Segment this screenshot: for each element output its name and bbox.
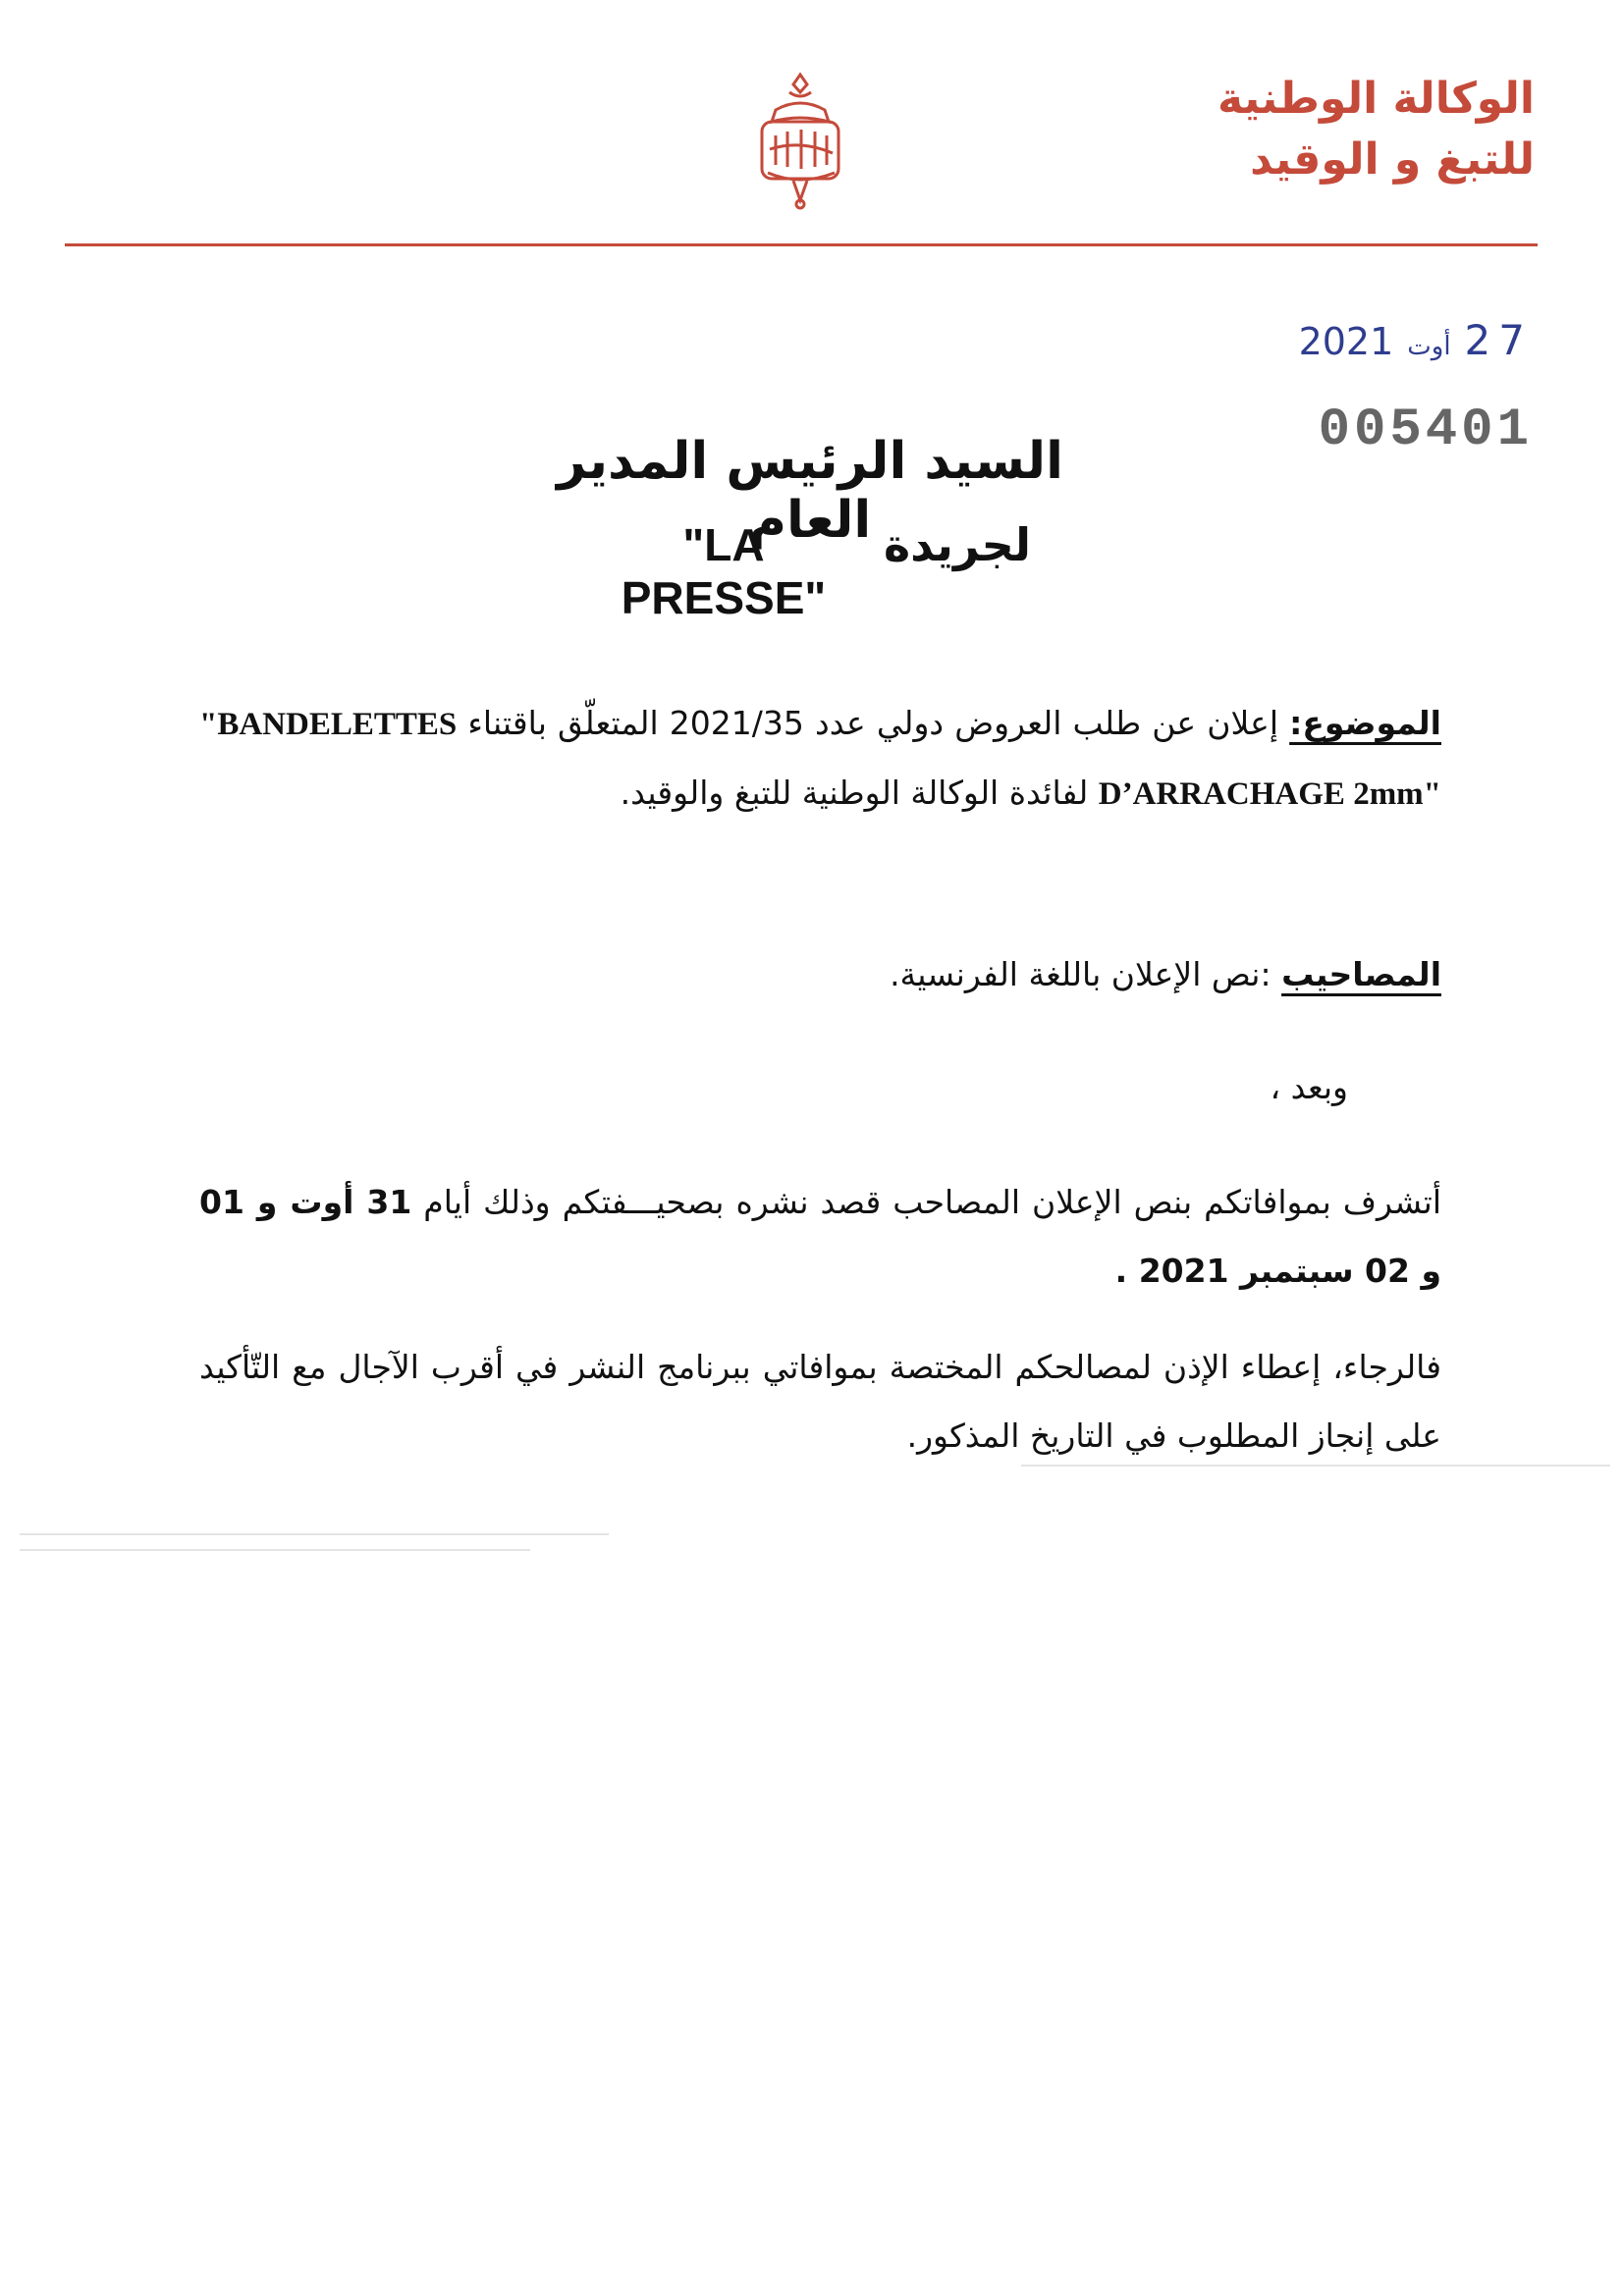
- organization-name-line1: الوكالة الوطنية: [1217, 74, 1535, 124]
- date-year: 2021: [1298, 320, 1394, 363]
- annex-paragraph: [199, 940, 1441, 1009]
- newspaper-name: "LA PRESSE": [621, 519, 827, 623]
- addressee-prefix: لجريدة: [883, 518, 1031, 571]
- body-paragraph-1: [199, 1168, 1441, 1306]
- subject-text-end: لفائدة الوكالة الوطنية للتبغ والوقيد.: [620, 774, 1099, 812]
- body-paragraph-1-text: أتشرف بموافاتكم بنص الإعلان المصاحب قصد نشره بصحيـــفتكم وذلك أيام: [411, 1183, 1442, 1221]
- reference-number: 005401: [1318, 400, 1533, 460]
- addressee-newspaper: [579, 518, 1031, 624]
- annex-text: :نص الإعلان باللغة الفرنسية.: [890, 955, 1282, 993]
- annex-label: المصاحيب: [1281, 955, 1441, 993]
- addressee-title: السيد الرئيس المدير العام: [557, 432, 1063, 550]
- body-paragraph-2: فالرجاء، إعطاء الإذن لمصالحكم المختصة بموافاتي ببرنامج النشر في أقرب الآجال مع التّأكيد على إنجاز المطلوب في التاريخ المذكور.: [199, 1348, 1441, 1455]
- scan-artifact-line: [20, 1549, 530, 1551]
- date-day: 27: [1464, 316, 1533, 364]
- header-divider: [65, 243, 1538, 246]
- subject-text: إعلان عن طلب العروض دولي عدد 2021/35 المتعلّق باقتناء: [457, 704, 1290, 742]
- date-month: أوت: [1407, 332, 1451, 361]
- agency-emblem-icon: [746, 71, 854, 210]
- subject-paragraph: [199, 689, 1441, 828]
- subject-item: "BANDELETTES D’ARRACHAGE 2mm": [199, 707, 1441, 812]
- organization-name: [1217, 69, 1535, 190]
- organization-name-line2: للتبغ و الوقيد: [1250, 134, 1535, 185]
- greeting: وبعد ،: [1270, 1068, 1348, 1106]
- subject-label: الموضوع:: [1289, 704, 1441, 742]
- date-stamp: [1299, 316, 1533, 364]
- scan-artifact-line: [20, 1533, 609, 1535]
- publication-dates: 31 أوت و 01 و 02 سبتمبر 2021 .: [199, 1183, 1441, 1290]
- scan-artifact-line: [1021, 1465, 1610, 1467]
